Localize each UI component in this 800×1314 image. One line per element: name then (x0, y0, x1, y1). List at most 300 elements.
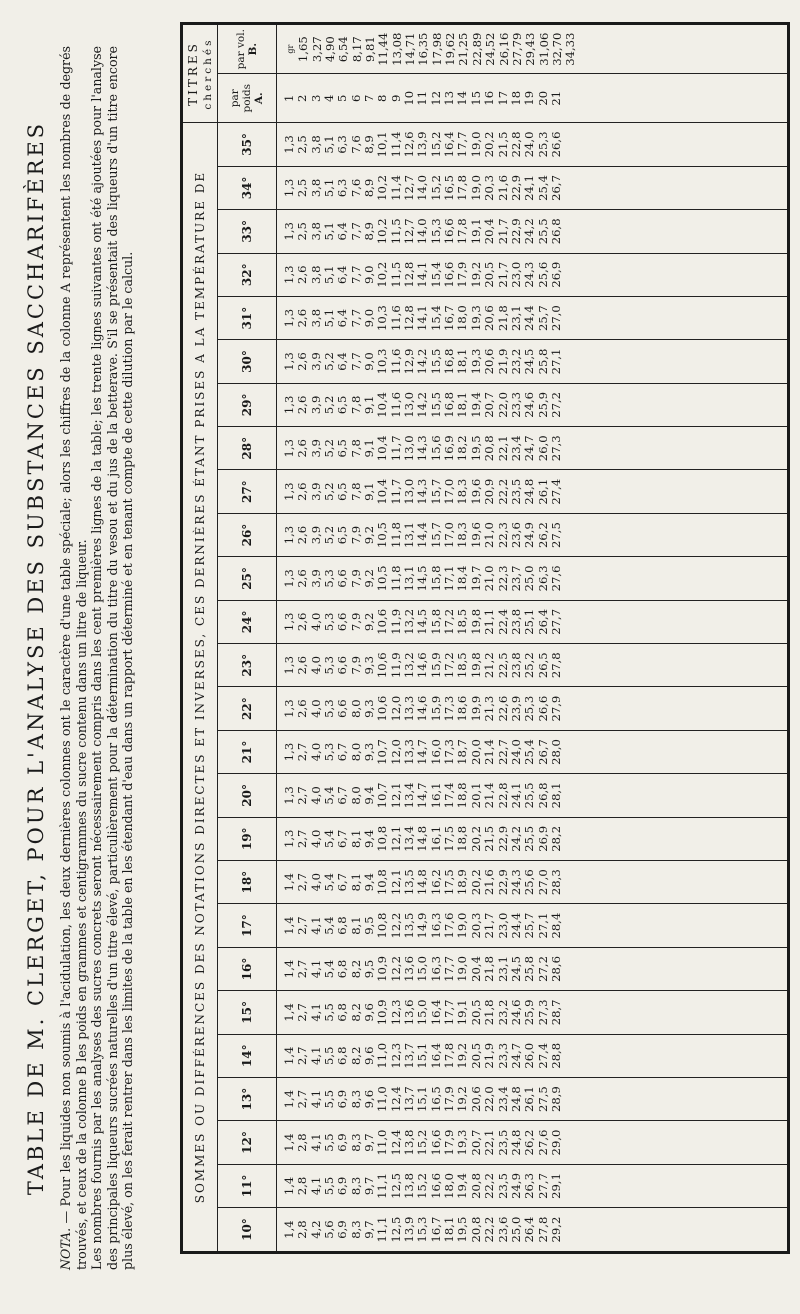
table-cell: 7,9 (348, 656, 363, 675)
col-a-values (277, 74, 788, 123)
table-cell: 2,7 (295, 872, 310, 892)
temp-column-values (277, 904, 788, 947)
table-cell: 2,6 (295, 482, 310, 501)
table-cell: 12,4 (388, 1129, 403, 1156)
table-cell: 20,2 (482, 131, 497, 158)
temp-header: 12° (218, 1121, 277, 1164)
table-cell: 15,1 (415, 1086, 430, 1113)
table-cell: 18,9 (455, 869, 470, 896)
table-cell: 21,6 (482, 869, 497, 896)
table-cell: 26,9 (535, 825, 550, 852)
table-cell: 4,1 (308, 916, 323, 935)
table-cell: 20,0 (468, 739, 483, 765)
table-cell: 15,4 (428, 305, 443, 332)
table-cell: 16,6 (428, 1129, 443, 1156)
table-cell: 6,8 (335, 1046, 350, 1065)
table-cell: 3,9 (308, 395, 323, 415)
temp-column-values (277, 427, 788, 470)
table-cell: 2,6 (295, 656, 310, 675)
table-cell: 9,0 (362, 352, 377, 371)
table-cell: 27,79 (509, 32, 524, 66)
table-cell: 22,2 (482, 1173, 497, 1199)
table-cell: 27,7 (535, 1173, 550, 1199)
table-cell: 19,0 (455, 956, 470, 982)
table-cell: 3,8 (308, 178, 323, 198)
table-cell: 13,0 (402, 435, 417, 462)
temp-column-values (277, 1208, 788, 1251)
table-cell: 22,3 (495, 522, 510, 548)
table-cell: 21,5 (482, 825, 497, 852)
table-cell: 4,90 (323, 36, 338, 63)
table-cell: 11,6 (388, 305, 403, 332)
table-cell: 4,1 (308, 1176, 323, 1196)
table-cell: 22,2 (482, 1216, 497, 1243)
table-cell: 16,8 (442, 391, 457, 418)
table-cell: 11,8 (388, 565, 403, 592)
table-cell: 3,9 (308, 525, 323, 545)
table-cell: 15,5 (428, 348, 443, 375)
table-cell: 16,5 (442, 175, 457, 201)
table-cell: 17,5 (442, 869, 457, 896)
table-cell: 6,7 (335, 829, 350, 849)
table-cell: 9,7 (362, 1176, 377, 1196)
table-cell: 2,6 (295, 265, 310, 284)
table-cell: 16,35 (416, 32, 431, 66)
table-cell: 22,8 (495, 782, 510, 809)
table-cell: 15,0 (415, 999, 430, 1026)
table-cell: 16,7 (428, 1216, 443, 1243)
table-cell: 23,1 (508, 305, 523, 332)
table-cell: 25,4 (535, 175, 550, 201)
table-cell: 7,7 (348, 352, 363, 371)
table-cell: 12,5 (388, 1216, 403, 1243)
titres-header (183, 25, 218, 123)
table-cell: 23,3 (508, 391, 523, 418)
temp-header: 20° (218, 774, 277, 817)
table-cell: 4,0 (308, 612, 323, 632)
table-cell: 24,6 (522, 391, 537, 418)
table-cell: 7,9 (348, 612, 363, 632)
table-cell: 13,3 (402, 739, 417, 765)
table-cell: 19,6 (468, 522, 483, 548)
table-cell: 10,9 (375, 999, 390, 1026)
table-cell: 6,3 (335, 135, 350, 154)
table-cell: 17,3 (442, 695, 457, 722)
table-cell: 16 (482, 90, 497, 106)
table-cell: 13,1 (402, 565, 417, 592)
table-cell: 26,4 (535, 608, 550, 635)
table-cell: 5,4 (322, 959, 337, 979)
table-cell: 19,1 (468, 218, 483, 245)
table-cell: 5,3 (322, 742, 337, 762)
table-cell: 23,6 (508, 522, 523, 548)
table-cell: 24,0 (522, 131, 537, 158)
temp-column-values (277, 991, 788, 1034)
table-cell: 23,0 (508, 261, 523, 288)
table-cell: 8 (375, 94, 390, 102)
table-cell: 2,7 (295, 1089, 310, 1109)
table-cell: 21,8 (495, 305, 510, 332)
table-cell: 2,6 (295, 612, 310, 632)
table-cell: 3,27 (309, 36, 324, 63)
col-b-values (277, 25, 788, 74)
table-cell: 26,2 (535, 522, 550, 548)
table-cell: 24,7 (522, 435, 537, 462)
table-cell: 2,7 (295, 959, 310, 979)
table-cell: 8,3 (348, 1176, 363, 1196)
table-cell: 13,5 (402, 869, 417, 896)
table-cell: 16,4 (442, 131, 457, 158)
table-cell: 24,7 (508, 1042, 523, 1069)
temp-header: 19° (218, 817, 277, 860)
temp-column-values (277, 687, 788, 730)
table-cell: 1,3 (282, 439, 296, 458)
table-cell: 9,3 (362, 699, 377, 718)
table-cell: 15,3 (415, 1216, 430, 1243)
table-cell: 10,4 (375, 435, 390, 462)
table-cell: 1,4 (282, 1003, 296, 1022)
table-cell: 14,9 (415, 912, 430, 939)
table-cell: 13,1 (402, 522, 417, 548)
table-cell: 7,9 (348, 525, 363, 545)
table-cell: 25,0 (508, 1216, 523, 1243)
table-cell: 9,81 (363, 36, 378, 63)
table-cell: 6,4 (335, 308, 350, 328)
col-b-header (218, 25, 277, 74)
table-cell: 21,4 (482, 739, 497, 765)
temp-header: 15° (218, 991, 277, 1034)
table-cell: 21,5 (495, 131, 510, 158)
data-row (277, 25, 788, 1251)
table-cell: 10,3 (375, 348, 390, 375)
table-cell: 20,5 (482, 261, 497, 288)
table-cell: 14,4 (415, 522, 430, 548)
table-cell: 12,1 (388, 825, 403, 852)
table-cell: 15,3 (428, 218, 443, 245)
temp-column-values (277, 1077, 788, 1120)
table-cell: 13,8 (402, 1129, 417, 1156)
table-cell: 10,2 (375, 218, 390, 245)
table-cell: 22,9 (495, 869, 510, 896)
table-cell: 14,5 (415, 608, 430, 635)
table-cell: 22,9 (508, 218, 523, 245)
table-cell: 10,4 (375, 478, 390, 505)
table-cell: 15,5 (428, 391, 443, 418)
table-cell: 8,2 (348, 959, 363, 979)
table-cell: 5,4 (322, 829, 337, 849)
table-cell: 27,9 (548, 695, 563, 722)
table-cell: 18,8 (455, 782, 470, 809)
table-cell: 11,1 (375, 1216, 390, 1243)
table-cell: 14,2 (415, 348, 430, 375)
temp-column-values (277, 774, 788, 817)
table-cell: 15,8 (428, 608, 443, 635)
table-cell: 5,6 (322, 1220, 337, 1239)
temp-column-values (277, 210, 788, 253)
table-cell: 1,3 (282, 308, 296, 328)
table-cell: 14,7 (415, 739, 430, 765)
table-cell: 31,06 (536, 32, 551, 66)
table-cell: 26,9 (548, 261, 563, 288)
table-cell: 4,2 (308, 1220, 323, 1239)
table-cell: 10,8 (375, 825, 390, 852)
table-cell: 13,8 (402, 1173, 417, 1199)
table-cell: 5,2 (322, 525, 337, 545)
table-cell: 29,1 (548, 1173, 563, 1199)
table-cell: 5,5 (322, 1176, 337, 1196)
table-cell: 5 (335, 94, 350, 102)
table-cell: 12,4 (388, 1086, 403, 1113)
table-cell: 16,8 (442, 348, 457, 375)
temp-header: 30° (218, 340, 277, 383)
table-cell: 15,9 (428, 695, 443, 722)
table-cell: 27,1 (535, 912, 550, 939)
table-cell: 13,08 (389, 32, 404, 66)
table-cell: 4,1 (308, 1133, 323, 1152)
table-cell: 19,8 (468, 652, 483, 679)
table-cell: 1,3 (282, 265, 296, 284)
table-cell: 11,1 (375, 1173, 390, 1199)
table-cell: 16,6 (428, 1173, 443, 1199)
table-cell: 19,5 (455, 1216, 470, 1243)
table-cell: 25,5 (522, 825, 537, 852)
table-cell: 13,6 (402, 956, 417, 982)
table-cell: 5,2 (322, 352, 337, 371)
table-cell: 23,3 (495, 1042, 510, 1069)
table-cell: 26,6 (535, 695, 550, 722)
table-cell: 10,5 (375, 565, 390, 592)
table-cell: 7,7 (348, 222, 363, 241)
table-cell: 9,1 (362, 395, 377, 415)
table-cell: 14,1 (415, 305, 430, 332)
table-cell: 22,3 (495, 565, 510, 592)
table-cell: 10,3 (375, 305, 390, 332)
table-cell: 14,8 (415, 825, 430, 852)
table-cell: 2,7 (295, 829, 310, 849)
titres-label: TITRES (186, 41, 200, 106)
table-cell: 29,0 (548, 1129, 563, 1156)
table-cell: 25,7 (522, 912, 537, 939)
table-cell: 24,3 (522, 261, 537, 288)
table-cell: 14,6 (415, 652, 430, 679)
table-cell: 10,7 (375, 782, 390, 809)
table-cell: 26,3 (522, 1173, 537, 1199)
table-cell: 11,8 (388, 522, 403, 548)
table-cell: 6,8 (335, 1003, 350, 1022)
table-cell: 9,4 (362, 786, 377, 805)
table-cell: 25,8 (522, 956, 537, 982)
temp-header: 24° (218, 600, 277, 643)
table-cell: 26,6 (548, 131, 563, 158)
table-cell: 2,6 (295, 699, 310, 718)
table-cell: 4,1 (308, 1003, 323, 1022)
table-cell: 5,1 (322, 178, 337, 198)
table-cell: 17,5 (442, 825, 457, 852)
table-cell: 8,0 (348, 786, 363, 805)
table-cell: 21,7 (495, 218, 510, 245)
table-cell: 5,4 (322, 916, 337, 935)
table-cell: 18,0 (442, 1173, 457, 1199)
table-cell: 15,7 (428, 478, 443, 505)
table-cell: 27,1 (548, 348, 563, 375)
temp-header: 29° (218, 383, 277, 426)
table-cell: 4,0 (308, 699, 323, 718)
table-cell: 8,3 (348, 1133, 363, 1152)
table-cell: 1,4 (282, 1220, 296, 1239)
table-cell: 4,0 (308, 872, 323, 892)
table-cell: 20,8 (482, 435, 497, 462)
table-cell: 24,8 (508, 1086, 523, 1113)
table-cell: 16,5 (428, 1086, 443, 1113)
table-cell: 6,7 (335, 786, 350, 805)
table-cell: 10,1 (375, 131, 390, 158)
table-cell: 9 (388, 94, 403, 102)
table-cell: 12,5 (388, 1173, 403, 1199)
table-cell: 21,8 (482, 956, 497, 982)
table-cell: 14,6 (415, 695, 430, 722)
table-cell: 34,33 (563, 32, 578, 66)
table-cell: 7,6 (348, 178, 363, 198)
page-title: TABLE DE M. CLERGET, POUR L'ANALYSE DES SUBSTANCES SACCHARIFÈRES (24, 120, 48, 1196)
table-cell: 6,3 (335, 178, 350, 198)
table-cell: 9,7 (362, 1220, 377, 1239)
table-cell: 24,2 (522, 218, 537, 245)
note-text-1: Pour les liquides non soumis à l'acidulation, les deux dernières colonnes ont le caractère d'une table spéciale; alors les chiffres de la colonne A représentent les nombres de degrés trouvés, et ceux de la colonne B les poids en grammes et centigrammes du sucre contenu dans un litre de liqueur. (58, 46, 89, 1270)
table-cell: 5,1 (322, 265, 337, 284)
table-cell: 9,2 (362, 525, 377, 545)
table-cell: 13,7 (402, 1086, 417, 1113)
table-cell: 19,2 (468, 261, 483, 288)
table-cell: 11,0 (375, 1129, 390, 1156)
table-cell: 27,4 (535, 1042, 550, 1069)
table-cell: 25,4 (522, 739, 537, 765)
table-cell: 15,1 (415, 1042, 430, 1069)
note-block (58, 46, 136, 1270)
table-cell: 6,4 (335, 352, 350, 371)
table-cell: 19,3 (468, 348, 483, 375)
table-cell: 12,8 (402, 261, 417, 288)
table-cell: 17,1 (442, 565, 457, 592)
table-cell: 8,9 (362, 135, 377, 154)
table-cell: 5,2 (322, 482, 337, 501)
table-cell: 22,0 (482, 1086, 497, 1113)
temp-column-values (277, 860, 788, 903)
table-cell: 5,4 (322, 786, 337, 805)
table-cell: 18,7 (455, 739, 470, 765)
unit-label: gr (286, 44, 295, 54)
temp-header: 26° (218, 513, 277, 556)
table-cell: 5,2 (322, 439, 337, 458)
table-cell: 26,0 (522, 1042, 537, 1069)
table-cell: 7,8 (348, 482, 363, 501)
table-cell: 27,7 (548, 608, 563, 635)
table-cell: 22,6 (495, 695, 510, 722)
table-cell: 13,6 (402, 999, 417, 1026)
table-cell: 22,5 (495, 652, 510, 679)
table-cell: 19,4 (468, 391, 483, 418)
table-cell: 5,1 (322, 222, 337, 241)
table-cell: 17,7 (455, 131, 470, 158)
table-cell: 28,6 (548, 956, 563, 982)
table-cell: 21,2 (482, 652, 497, 679)
table-cell: 25,5 (535, 218, 550, 245)
table-cell: 9,3 (362, 742, 377, 762)
temp-header: 31° (218, 296, 277, 339)
table-cell: 12,9 (402, 348, 417, 375)
table-cell: 13,7 (402, 1042, 417, 1069)
table-cell: 5,4 (322, 872, 337, 892)
table-cell: 17,7 (442, 956, 457, 982)
table-cell: 9,1 (362, 482, 377, 501)
table-cell: 1,4 (282, 1133, 296, 1152)
table-cell: 6,4 (335, 265, 350, 284)
table-cell: 21,0 (482, 522, 497, 548)
table-cell: 15,2 (428, 131, 443, 158)
table-cell: 9,5 (362, 916, 377, 935)
table-cell: 1 (282, 94, 296, 102)
table-cell: 15,6 (428, 435, 443, 462)
table-cell: 6,8 (335, 916, 350, 935)
temp-column-values (277, 557, 788, 600)
table-cell: 6,6 (335, 612, 350, 632)
table-cell: 14,0 (415, 175, 430, 201)
table-cell: 10,9 (375, 956, 390, 982)
table-cell: 15,0 (415, 956, 430, 982)
table-cell: 17,0 (442, 522, 457, 548)
temp-header: 27° (218, 470, 277, 513)
table-cell: 8,0 (348, 742, 363, 762)
table-cell: 12,7 (402, 175, 417, 201)
table-cell: 21,7 (495, 261, 510, 288)
table-cell: 18,1 (455, 391, 470, 418)
table-cell: 18,5 (455, 652, 470, 679)
table-cell: 21,4 (482, 782, 497, 809)
table-cell: 12 (428, 90, 443, 106)
table-cell: 1,3 (282, 525, 296, 545)
table-cell: 11,0 (375, 1086, 390, 1113)
table-cell: 23,5 (495, 1129, 510, 1156)
table-cell: 21,0 (482, 565, 497, 592)
table-cell: 22,0 (495, 391, 510, 418)
table-cell: 19,4 (455, 1173, 470, 1199)
table-cell: 4,1 (308, 959, 323, 979)
table-cell: 17,8 (442, 1042, 457, 1069)
table-cell: 3,8 (308, 135, 323, 154)
table-cell: 6,7 (335, 872, 350, 892)
table-cell: 8,1 (348, 829, 363, 849)
table-cell: 13,9 (415, 131, 430, 158)
table-cell: 9,0 (362, 308, 377, 328)
temp-column-values (277, 296, 788, 339)
table-cell: 12,3 (388, 1042, 403, 1069)
temp-column-values (277, 513, 788, 556)
table-cell: 9,3 (362, 656, 377, 675)
table-cell: 17,9 (442, 1086, 457, 1113)
table-cell: 17,9 (442, 1129, 457, 1156)
table-cell: 12,1 (388, 782, 403, 809)
table-cell: 26,0 (535, 435, 550, 462)
table-cell: 17,2 (442, 652, 457, 679)
table-cell: 14,1 (415, 261, 430, 288)
table-cell: 8,9 (362, 178, 377, 198)
table-cell: 21,7 (482, 912, 497, 939)
table-cell: 17,98 (429, 32, 444, 66)
table-cell: 19,0 (455, 912, 470, 939)
table-cell: 26,8 (535, 782, 550, 809)
temp-column-values (277, 1164, 788, 1207)
table-cell: 20,7 (482, 391, 497, 418)
table-cell: 20,2 (468, 869, 483, 896)
